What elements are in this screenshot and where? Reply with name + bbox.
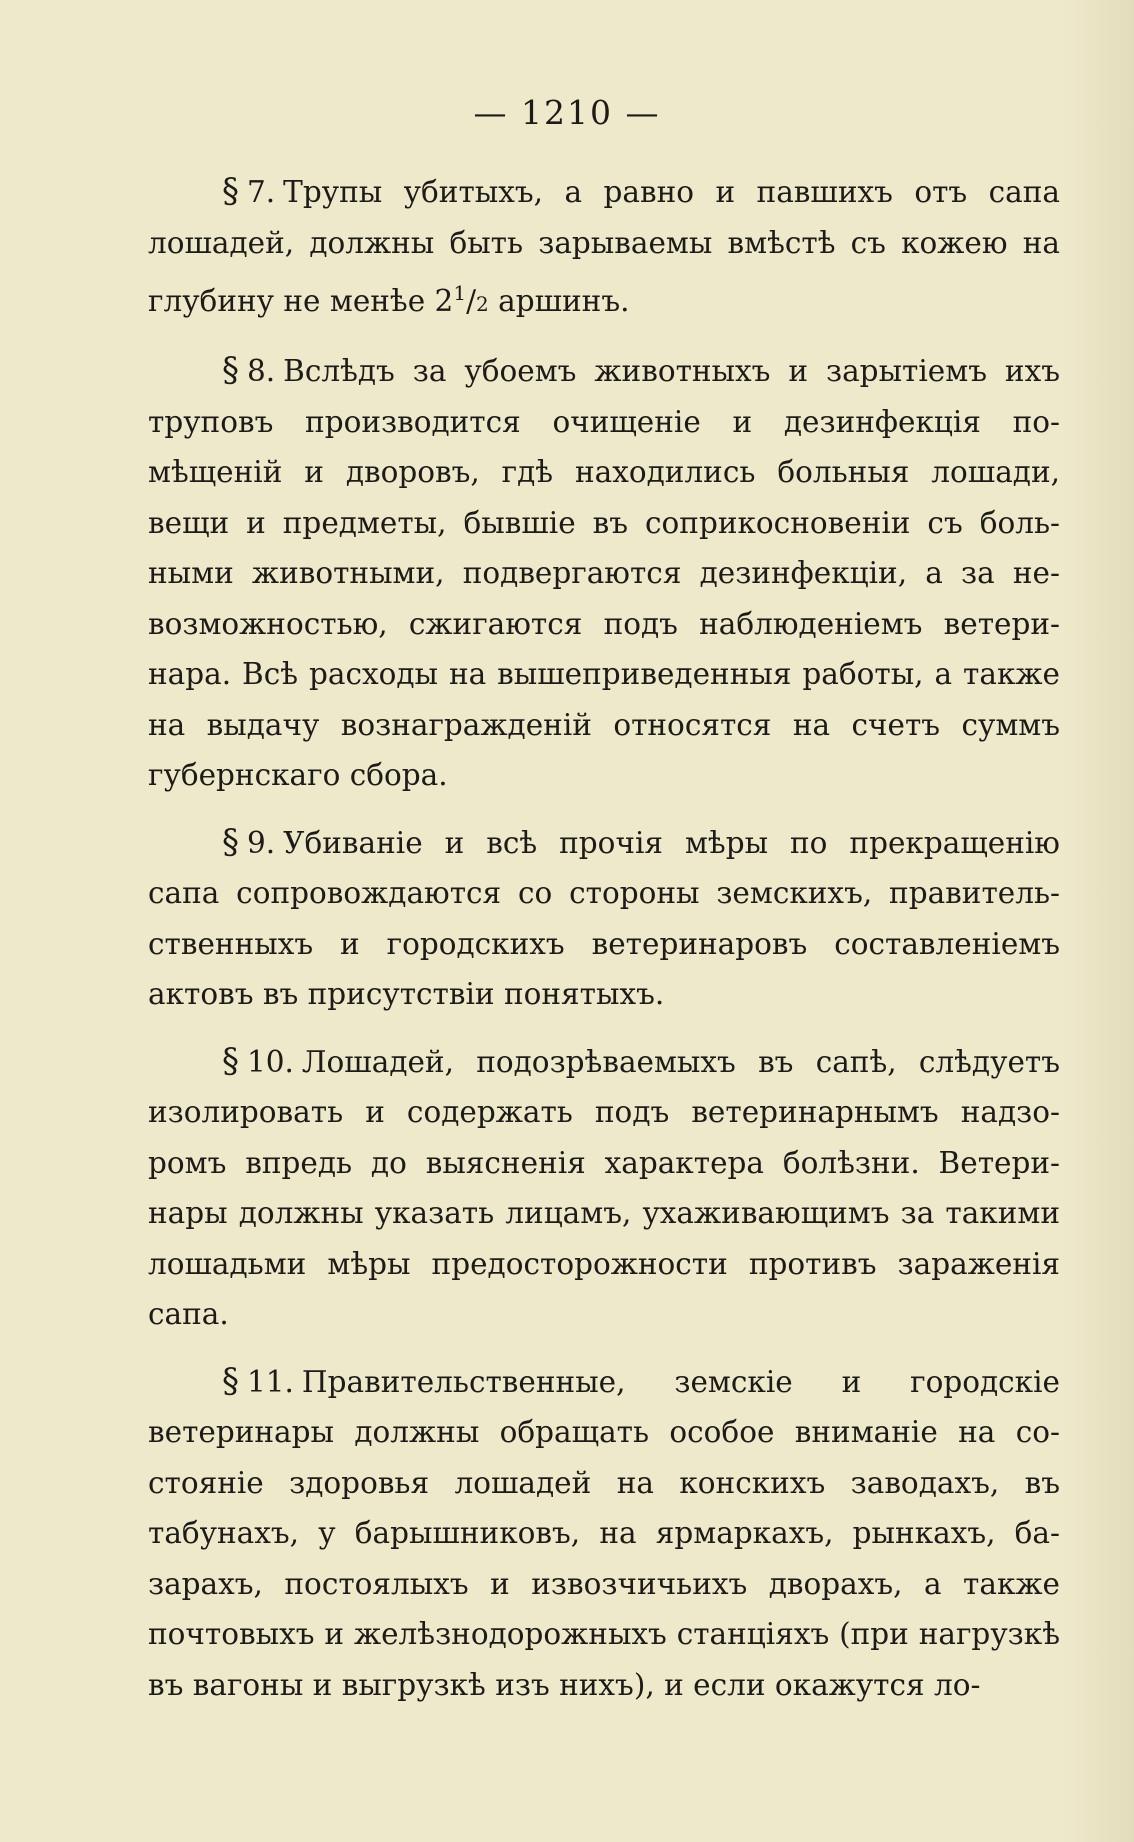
paragraph-text: Вслѣдъ за убоемъ животныхъ и зарытіемъ ихъ труповъ производится очищеніе и дезинфекція помѣщеній и дворовъ, гдѣ находились больныя лошади, вещи и предметы, бывшіе въ соприкосновеніи съ больными животными, подвергаются дезинфекціи, а за невозможностью, сжигаются подъ наблюденіемъ ветеринара. Всѣ расходы на вышеприведенныя работы, а также на выдачу вознагражденій относятся на счетъ суммъ губернскаго сбора. [148,354,1060,793]
section-sign: § [222,821,239,862]
section-number: 9. [247,825,276,860]
section-number: 10. [247,1044,294,1079]
section-sign: § [222,350,239,391]
section-sign: § [222,1360,239,1401]
section-sign: § [222,1040,239,1081]
section-7-paragraph: § 7. Трупы убитыхъ, а равно и павшихъ отъ сапа лошадей, должны быть зарываемы вмѣстѣ съ кожею на глубину не менѣе $2^1/2$ аршинъ. [148,171,1060,318]
paragraph-text: Трупы убитыхъ, а равно и павшихъ отъ сапа лошадей, должны быть зарываемы вмѣстѣ съ кожею на глубину не менѣе 2 [148,175,1060,318]
paragraph-text: Лошадей, подозрѣваемыхъ въ сапѣ, слѣдуетъ изолировать и содержать подъ ветеринарнымъ надзоромъ впредь до выясненія характера болѣзни. Ветеринары должны указать лицамъ, ухаживающимъ за такими лошадьми мѣры предосторожности противъ зараженія сапа. [148,1044,1060,1332]
section-number: 11. [247,1364,294,1399]
section-8-paragraph [148,345,1060,801]
section-10-paragraph [148,1036,1060,1340]
page-edge-shading [1064,0,1134,1842]
section-number: 7. [247,175,276,209]
section-sign: § [222,171,239,211]
fraction-numerator: 1 [453,281,467,305]
paragraph-text: Убиваніе и всѣ прочія мѣры по прекращенію сапа сопровождаются со стороны земскихъ, правительственныхъ и городскихъ ветеринаровъ составленіемъ актовъ въ присутствіи понятыхъ. [148,825,1060,1012]
section-9-paragraph [148,817,1060,1020]
fraction-denominator: 2 [476,291,489,316]
paragraph-text-end: аршинъ. [488,283,630,318]
body-text [148,166,1060,1710]
section-11-paragraph [148,1356,1060,1711]
page-number: — 1210 — [473,93,661,132]
paragraph-text: Правительственные, земскіе и городскіе ветеринары должны обращать особое вниманіе на состояніе здоровья лошадей на конскихъ заводахъ, въ табунахъ, у барышниковъ, на ярмаркахъ, рынкахъ, базарахъ, постоялыхъ и извозчичьихъ дворахъ, а также почтовыхъ и желѣзнодорожныхъ станціяхъ (при нагрузкѣ въ вагоны и выгрузкѣ изъ нихъ), и если окажутся ло- [148,1364,1060,1702]
section-number: 8. [247,354,276,389]
